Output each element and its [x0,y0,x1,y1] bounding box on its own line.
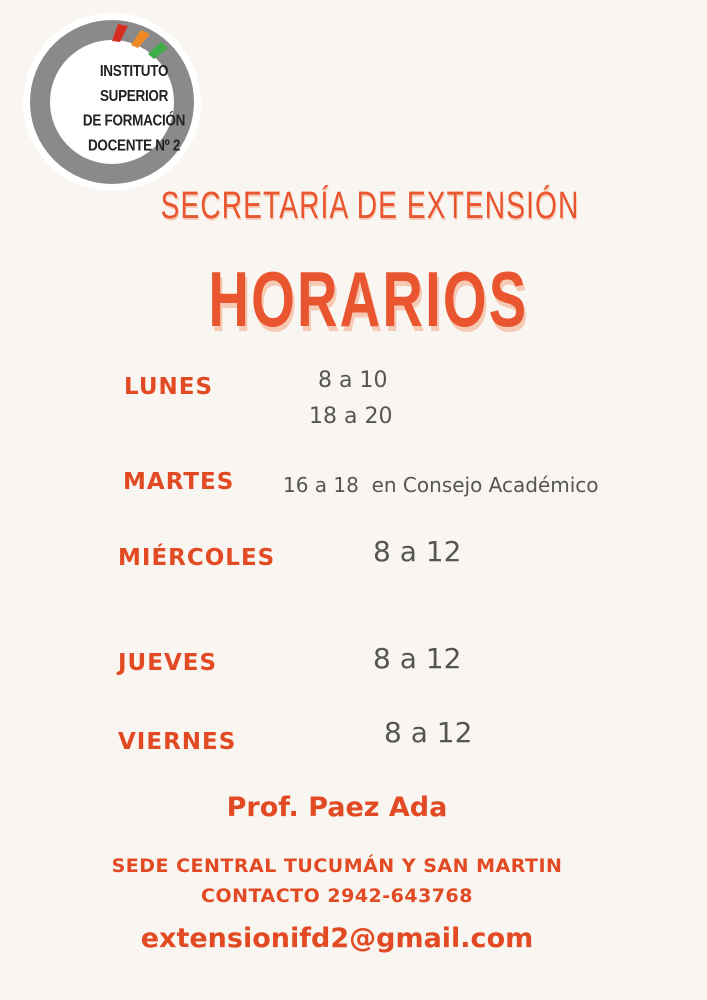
day-label: MIÉRCOLES [118,545,276,571]
phone-contact: CONTACTO 2942-643768 [201,885,473,907]
logo-line: INSTITUTO [99,61,169,80]
logo-text [74,58,194,157]
time-slot: 16 a 18 en Consejo Académico [283,473,599,497]
day-label: VIERNES [118,729,237,755]
day-label: LUNES [124,374,214,400]
teacher-name: Prof. Paez Ada [226,792,448,823]
day-label: MARTES [123,469,235,495]
logo-line: SUPERIOR [99,86,169,105]
logo-line: DOCENTE Nº 2 [87,136,181,155]
day-label: JUEVES [118,650,218,676]
page-subtitle: SECRETARÍA DE EXTENSIÓN [160,185,580,227]
time-slot: 18 a 20 [309,404,393,429]
time-slot: 8 a 12 [373,642,462,675]
time-slot: 8 a 12 [384,716,473,749]
email-address: extensionifd2@gmail.com [140,923,534,954]
time-slot: 8 a 10 [318,368,388,393]
logo-line: DE FORMACIÓN [82,111,186,130]
institute-logo [22,12,202,192]
page-title: HORARIOS [208,255,529,343]
time-slot: 8 a 12 [373,535,462,568]
address: SEDE CENTRAL TUCUMÁN Y SAN MARTIN [111,855,563,877]
